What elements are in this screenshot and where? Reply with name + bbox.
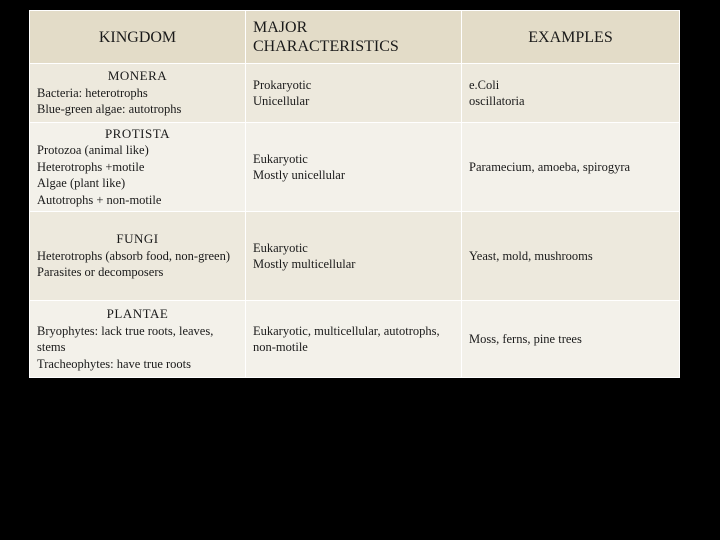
characteristics-cell [246, 64, 462, 123]
kingdom-detail: Autotrophs + non-motile [37, 192, 162, 207]
kingdom-detail: Bacteria: heterotrophs [37, 85, 148, 100]
kingdom-name: FUNGI [116, 231, 159, 247]
example: e.Coli [469, 77, 500, 92]
kingdom-detail: Tracheophytes: have true roots [37, 356, 192, 371]
kingdom-name: PLANTAE [106, 306, 169, 321]
characteristic: Prokaryotic [253, 77, 312, 92]
table-row [30, 301, 680, 378]
example: oscillatoria [469, 94, 525, 108]
example: Paramecium, amoeba, spirogyra [469, 159, 631, 174]
characteristic: Mostly unicellular [253, 168, 345, 182]
examples-cell [462, 64, 680, 123]
examples-cell [462, 212, 680, 301]
example: Yeast, mold, mushrooms [469, 248, 593, 263]
characteristic: Mostly multicellular [253, 257, 356, 271]
characteristics-cell [246, 123, 462, 212]
kingdom-name: PROTISTA [104, 125, 171, 141]
examples-cell [462, 123, 680, 212]
kingdom-cell [30, 212, 246, 301]
kingdom-detail: Heterotrophs (absorb food, non-green) [37, 248, 230, 263]
header-characteristics: MAJOR CHARACTERISTICS [246, 11, 462, 64]
table-row [30, 64, 680, 123]
examples-cell [462, 301, 680, 378]
kingdom-detail: Protozoa (animal like) [37, 143, 149, 158]
kingdom-detail: Bryophytes: lack true roots, leaves, stems [37, 323, 214, 354]
kingdom-cell [30, 301, 246, 378]
kingdom-name: MONERA [107, 68, 168, 84]
kingdom-cell [30, 64, 246, 123]
characteristic: Unicellular [253, 94, 310, 108]
kingdom-detail: Algae (plant like) [37, 176, 126, 191]
table-header-row [30, 11, 680, 64]
characteristics-cell [246, 212, 462, 301]
kingdom-detail: Heterotrophs +motile [37, 159, 145, 174]
example: Moss, ferns, pine trees [469, 331, 582, 346]
kingdom-detail: Parasites or decomposers [37, 265, 164, 280]
characteristic: Eukaryotic [253, 240, 308, 255]
kingdom-table [29, 10, 680, 378]
table-row [30, 123, 680, 212]
header-kingdom: KINGDOM [30, 11, 246, 64]
table-row [30, 212, 680, 301]
kingdom-cell [30, 123, 246, 212]
characteristic: Eukaryotic [253, 151, 308, 166]
kingdom-detail: Blue-green algae: autotrophs [37, 102, 182, 117]
characteristic: Eukaryotic, multicellular, autotrophs, non-motile [253, 323, 440, 354]
characteristics-cell [246, 301, 462, 378]
header-examples: EXAMPLES [462, 11, 680, 64]
